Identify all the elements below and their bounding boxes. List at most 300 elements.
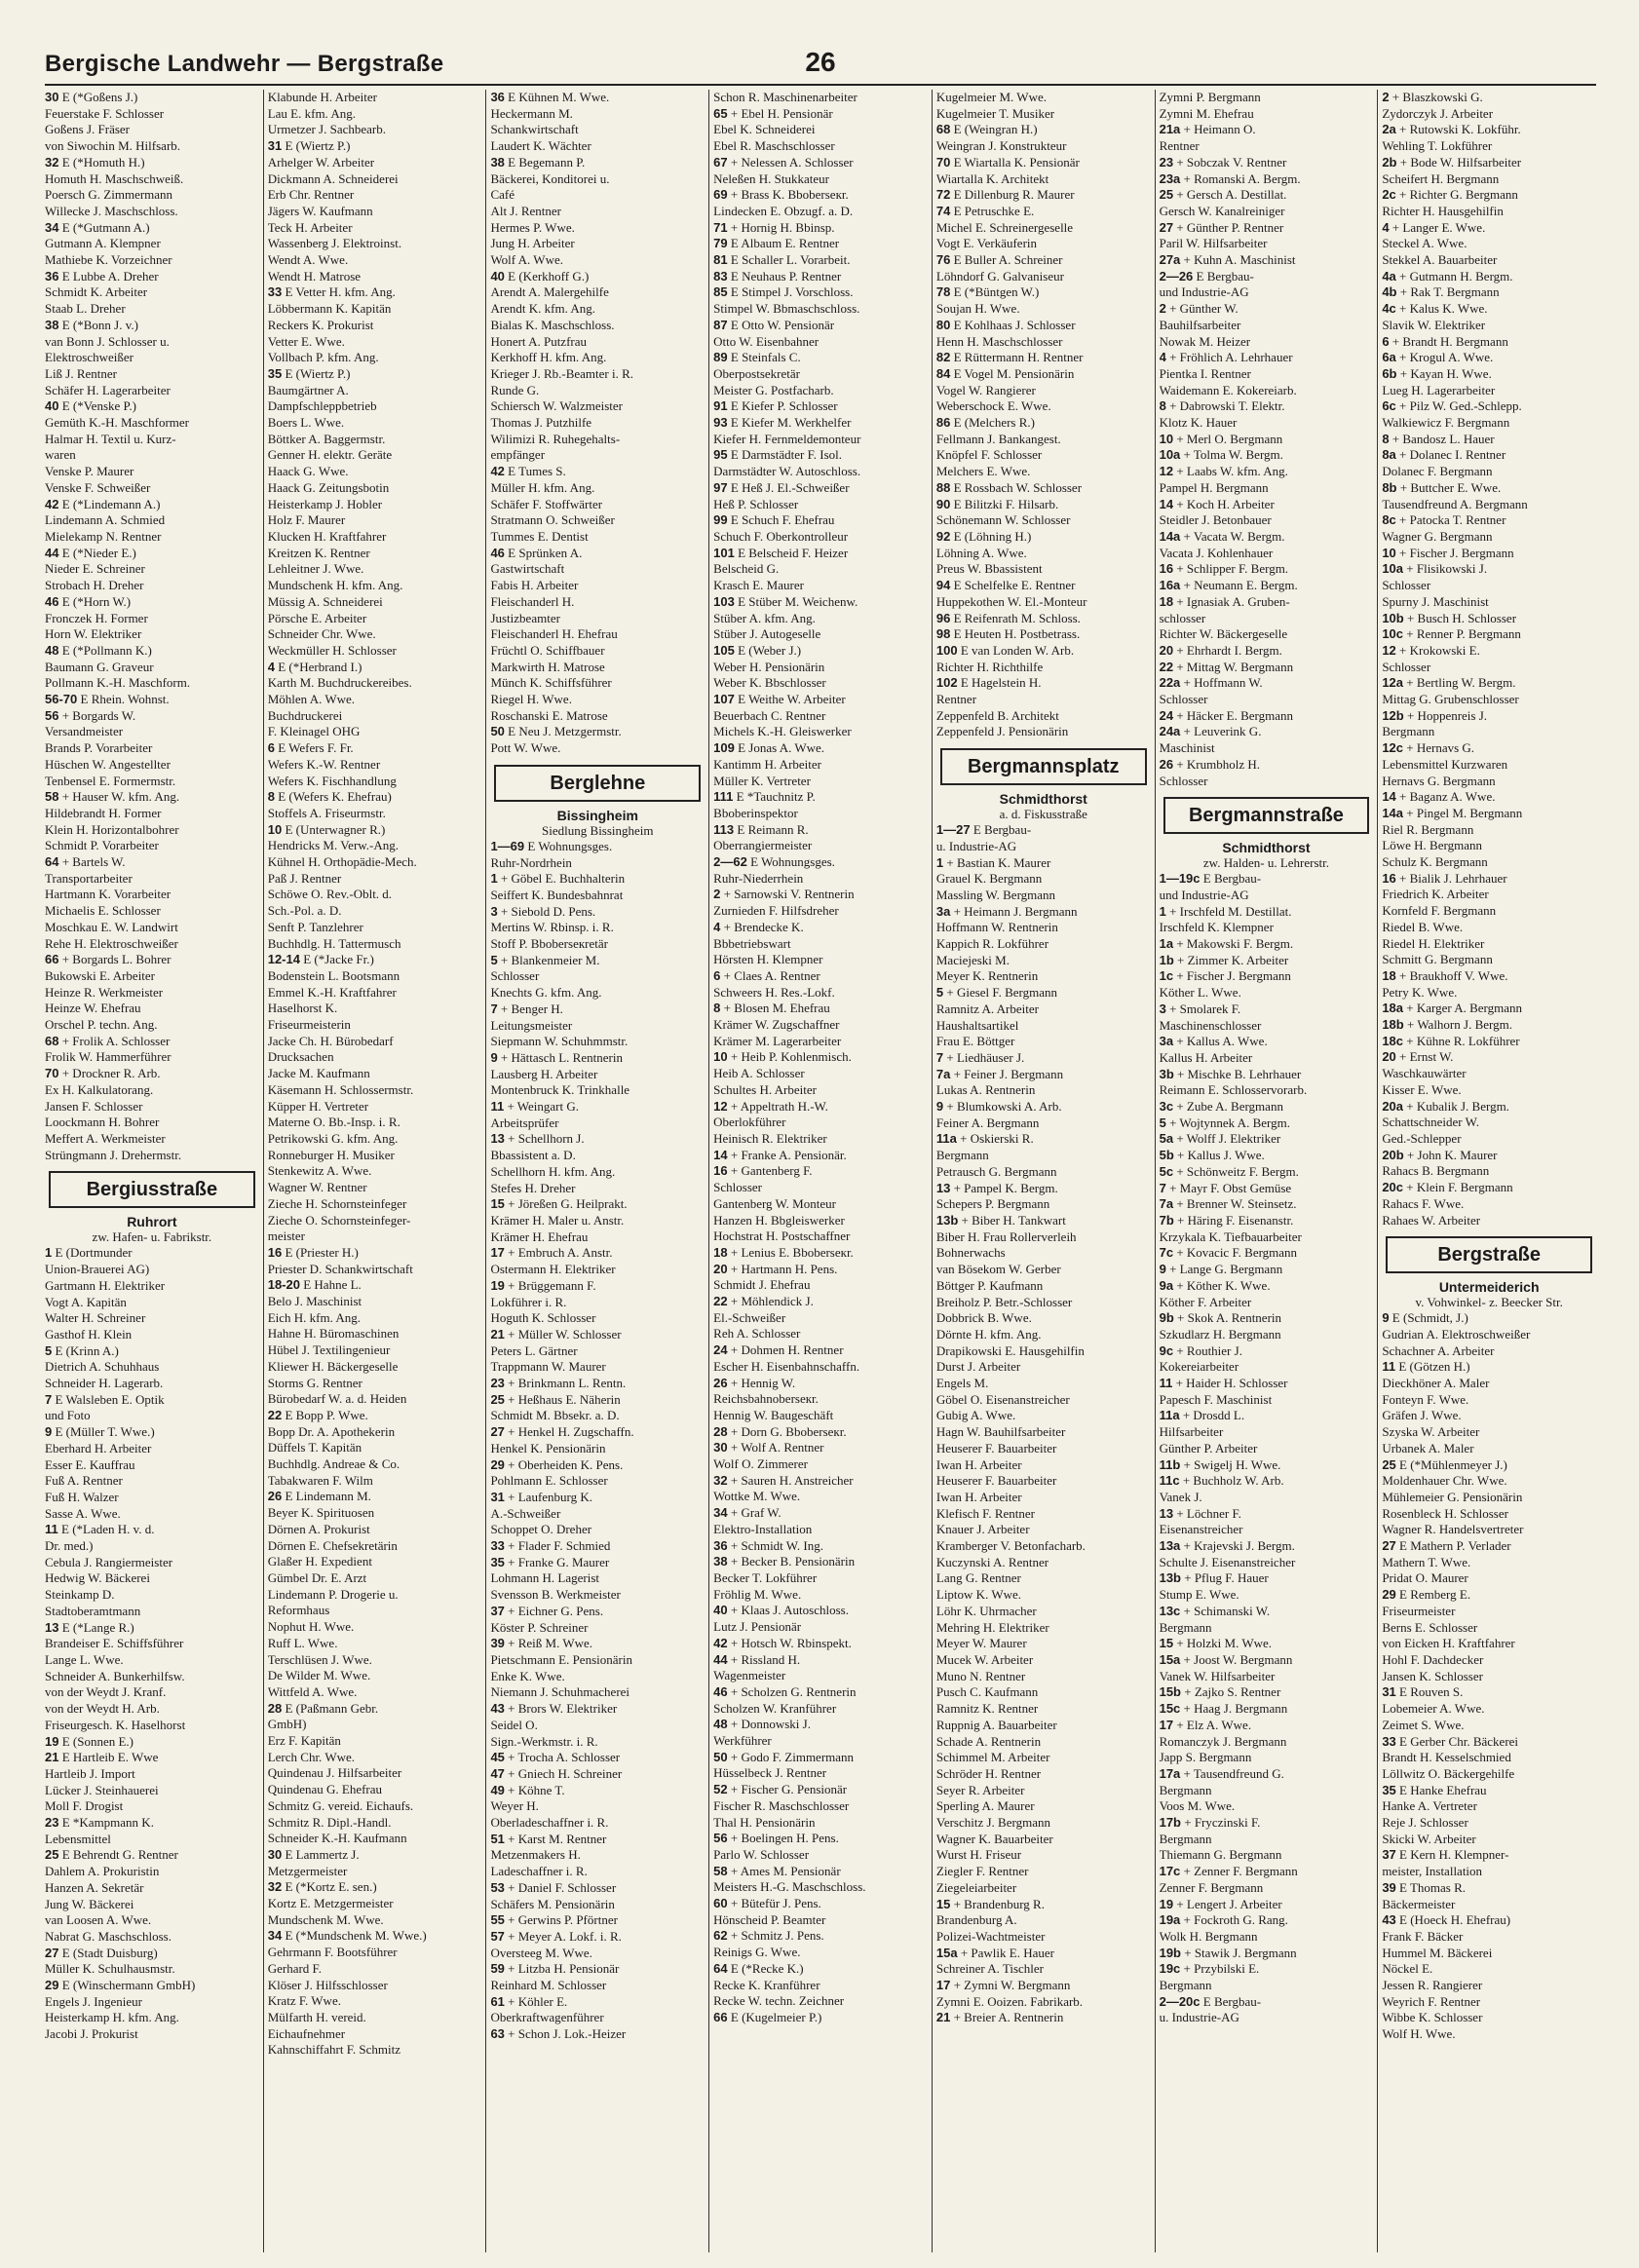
directory-entry: 7 + Liedhäuser J. <box>935 1049 1025 1065</box>
directory-entry: Wolf H. Wwe. <box>1382 2026 1456 2042</box>
directory-entry: Klabunde H. Arbeiter <box>267 90 377 104</box>
directory-entry: Waschkauwärter <box>1382 1066 1467 1081</box>
directory-entry: Schmitt G. Bergmann <box>1382 952 1493 967</box>
directory-entry: 1b + Zimmer K. Arbeiter <box>1159 952 1289 967</box>
directory-entry: 84 E Vogel M. Pensionärin <box>935 365 1075 381</box>
directory-entry: 9 E (Schmidt, J.) <box>1382 1310 1468 1326</box>
directory-entry: 31 E Rouven S. <box>1382 1684 1464 1700</box>
directory-entry: 15a + Pawlik E. Hauer <box>935 1945 1054 1960</box>
directory-entry: 1—19c E Bergbau- <box>1159 871 1262 887</box>
directory-entry: Szkudlarz H. Bergmann <box>1159 1326 1281 1342</box>
directory-entry: 21 E Hartleib E. Wwe <box>45 1750 159 1765</box>
directory-entry: A.-Schweißer <box>490 1505 561 1521</box>
directory-entry: 16 E (Priester H.) <box>267 1244 359 1260</box>
directory-entry: Engels M. <box>935 1376 989 1391</box>
directory-entry: Seyer R. Arbeiter <box>935 1782 1025 1797</box>
directory-entry: Hennig W. Baugeschäft <box>713 1407 834 1422</box>
directory-entry: Jung H. Arbeiter <box>490 236 575 251</box>
directory-entry: 48 + Donnowski J. <box>713 1717 811 1732</box>
street-heading: Bergmannstraße <box>1163 797 1370 834</box>
directory-entry: Schulz K. Bergmann <box>1382 854 1488 870</box>
directory-entry: 29 E (Winschermann GmbH) <box>45 1978 196 1993</box>
directory-entry: 72 E Dillenburg R. Maurer <box>935 187 1075 203</box>
directory-entry: El.-Schweißer <box>713 1309 786 1325</box>
directory-entry: Gerhard F. <box>267 1960 322 1976</box>
directory-entry: Riegel H. Wwe. <box>490 692 572 707</box>
directory-entry: Gräfen J. Wwe. <box>1382 1408 1462 1423</box>
directory-entry: Svensson B. Werkmeister <box>490 1587 621 1603</box>
directory-entry: Schmitz G. vereid. Eichaufs. <box>267 1797 414 1813</box>
directory-entry: Gubig A. Wwe. <box>935 1408 1016 1423</box>
directory-column <box>932 90 1155 2252</box>
directory-entry: Rehe H. Elektroschweißer <box>45 935 178 951</box>
directory-entry: 14 + Koch H. Arbeiter <box>1159 496 1275 511</box>
directory-entry: Bergmann <box>1159 1782 1212 1797</box>
directory-entry: 50 + Godo F. Zimmermann <box>713 1749 855 1764</box>
directory-entry: Mathiebe K. Vorzeichner <box>45 252 172 268</box>
directory-entry: 62 + Schmitz J. Pens. <box>713 1928 824 1944</box>
directory-entry: Scheifert H. Bergmann <box>1382 170 1500 186</box>
directory-entry: Kiefer H. Fernmeldemonteur <box>713 431 861 446</box>
directory-entry: Hanzen A. Sekretär <box>45 1879 144 1895</box>
directory-entry: Buchdruckerei <box>267 707 343 723</box>
directory-entry: Gemüth K.-H. Maschformer <box>45 415 190 431</box>
directory-entry: 86 E (Melchers R.) <box>935 415 1035 431</box>
directory-entry: 10a + Flisikowski J. <box>1382 561 1488 577</box>
directory-entry: Hoguth K. Schlosser <box>490 1310 596 1326</box>
directory-entry: 18b + Walhorn J. Bergm. <box>1382 1017 1512 1033</box>
directory-entry: Böttger P. Kaufmann <box>935 1277 1044 1293</box>
directory-entry: Vanek W. Hilfsarbeiter <box>1159 1668 1276 1683</box>
directory-entry: 1 + Bastian K. Maurer <box>935 854 1051 870</box>
district-name: Untermeiderich <box>1438 1279 1540 1296</box>
directory-entry: Transportarbeiter <box>45 870 133 886</box>
directory-entry: Löbbermann K. Kapitän <box>267 301 392 317</box>
directory-entry: Hildebrandt H. Former <box>45 805 162 820</box>
directory-entry: Lebensmittel Kurzwaren <box>1382 756 1508 772</box>
directory-entry: Weckmüller H. Schlosser <box>267 642 397 658</box>
directory-entry: 5 + Blankenmeier M. <box>490 952 600 967</box>
directory-entry: 27 E (Stadt Duisburg) <box>45 1945 158 1960</box>
directory-entry: 12 + Krokowski E. <box>1382 642 1480 658</box>
directory-entry: Knechts G. kfm. Ang. <box>490 985 602 1001</box>
directory-entry: Bergmann <box>1382 724 1435 739</box>
street-heading: Bergmannsplatz <box>940 748 1147 785</box>
directory-entry: Eisenanstreicher <box>1159 1522 1243 1537</box>
directory-entry: 15 + Brandenburg R. <box>935 1896 1045 1911</box>
directory-entry: 4c + Kalus K. Wwe. <box>1382 301 1488 317</box>
directory-entry: Schlosser <box>490 968 540 984</box>
directory-entry: Pott W. Wwe. <box>490 740 561 756</box>
directory-entry: 60 + Bütefür J. Pens. <box>713 1896 821 1911</box>
directory-entry: 5 + Giesel F. Bergmann <box>935 985 1058 1001</box>
directory-entry: Lange L. Wwe. <box>45 1651 124 1667</box>
directory-entry: Weingran J. Konstrukteur <box>935 138 1067 154</box>
directory-entry: Frolik W. Hammerführer <box>45 1049 172 1065</box>
directory-entry: Zeppenfeld B. Architekt <box>935 707 1059 723</box>
directory-entry: Fuß H. Walzer <box>45 1489 119 1504</box>
district-name: Schmidthorst <box>999 791 1087 808</box>
directory-column <box>708 90 932 2252</box>
directory-columns <box>45 90 1596 2252</box>
directory-entry: 50 E Neu J. Metzgermstr. <box>490 724 622 739</box>
directory-entry: 17 + Zymni W. Bergmann <box>935 1978 1071 1993</box>
directory-entry: Erb Chr. Rentner <box>267 187 355 203</box>
directory-entry: Irschfeld K. Klempner <box>1159 920 1274 935</box>
directory-entry: Nöckel E. <box>1382 1961 1433 1977</box>
directory-entry: Frau E. Böttger <box>935 1034 1015 1049</box>
directory-entry: Arendt K. kfm. Ang. <box>490 301 596 317</box>
directory-entry: van Loosen A. Wwe. <box>45 1912 152 1928</box>
directory-entry: 2a + Rutowski K. Lokführ. <box>1382 122 1521 137</box>
directory-entry: 32 E (*Kortz E. sen.) <box>267 1879 377 1895</box>
directory-entry: Lebensmittel <box>45 1831 111 1846</box>
directory-entry: Wilimizi R. Ruhegehalts- <box>490 431 621 446</box>
directory-entry: Löhning A. Wwe. <box>935 545 1027 560</box>
directory-entry: Hüsselbeck J. Rentner <box>713 1765 827 1781</box>
directory-entry: 27 + Henkel H. Zugschaffn. <box>490 1424 634 1440</box>
directory-entry: Richter H. Richthilfe <box>935 659 1044 674</box>
directory-entry: Wagner K. Bauarbeiter <box>935 1831 1053 1846</box>
directory-entry: 83 E Neuhaus P. Rentner <box>713 268 842 284</box>
directory-entry: Zurnieden F. Hilfsdreher <box>713 903 839 919</box>
directory-entry: Rahacs F. Wwe. <box>1382 1195 1465 1211</box>
directory-entry: Oberladeschaffner i. R. <box>490 1815 609 1831</box>
directory-entry: Heuserer F. Bauarbeiter <box>935 1473 1057 1489</box>
directory-entry: Gersch W. Kanalreiniger <box>1159 203 1285 218</box>
directory-entry: Schönemann W. Schlosser <box>935 512 1071 528</box>
directory-entry: 58 + Ames M. Pensionär <box>713 1863 841 1878</box>
directory-entry: Wurst H. Friseur <box>935 1847 1022 1863</box>
directory-entry: 13 E (*Lange R.) <box>45 1619 134 1635</box>
directory-entry: Bodenstein L. Bootsmann <box>267 967 400 983</box>
directory-entry: 7 E Walsleben E. Optik <box>45 1391 165 1407</box>
directory-entry: Moschkau E. W. Landwirt <box>45 919 178 934</box>
directory-entry: Friseurmeisterin <box>267 1017 351 1033</box>
directory-entry: Lau E. kfm. Ang. <box>267 105 356 121</box>
directory-entry: Mathern T. Wwe. <box>1382 1554 1471 1569</box>
directory-entry: 14 + Franke A. Pensionär. <box>713 1147 847 1162</box>
directory-entry: Schiersch W. Walzmeister <box>490 398 623 414</box>
directory-entry: Otto W. Eisenbahner <box>713 333 820 349</box>
directory-entry: 28 E (Paßmann Gebr. <box>267 1700 379 1716</box>
directory-entry: 12c + Hernavs G. <box>1382 740 1475 756</box>
directory-entry: Zeimet S. Wwe. <box>1382 1717 1465 1732</box>
directory-entry: 27 E Mathern P. Verlader <box>1382 1538 1511 1554</box>
directory-column <box>45 90 263 2252</box>
directory-entry: Vogt E. Verkäuferin <box>935 236 1038 251</box>
directory-entry: 70 + Drockner R. Arb. <box>45 1066 161 1081</box>
directory-entry: Beuerbach C. Rentner <box>713 707 826 723</box>
directory-entry: Walkiewicz F. Bergmann <box>1382 415 1510 431</box>
directory-entry: Laudert K. Wächter <box>490 138 591 154</box>
directory-entry: Stoff P. Bboberseкretär <box>490 936 608 952</box>
directory-entry: Dobbrick B. Wwe. <box>935 1310 1032 1326</box>
directory-entry: Schlosser <box>1382 659 1431 674</box>
directory-entry: 97 E Heß J. El.-Schweißer <box>713 479 850 495</box>
directory-entry: Müssig A. Schneiderei <box>267 593 383 609</box>
directory-entry: 9c + Routhier J. <box>1159 1342 1242 1358</box>
directory-entry: Maschinenschlosser <box>1159 1017 1262 1033</box>
directory-entry: 42 E (*Lindemann A.) <box>45 496 161 511</box>
directory-entry: Schneider A. Bunkerhilfsw. <box>45 1668 185 1683</box>
directory-entry: Stadtoberamtmann <box>45 1603 141 1618</box>
directory-entry: Dr. med.) <box>45 1538 94 1554</box>
directory-entry: 27a + Kuhn A. Maschinist <box>1159 252 1296 268</box>
directory-entry: Vetter E. Wwe. <box>267 333 345 349</box>
directory-entry: 64 E (*Recke K.) <box>713 1960 804 1976</box>
directory-entry: 2—62 E Wohnungsges. <box>713 854 835 870</box>
directory-entry: 10a + Tolma W. Bergm. <box>1159 447 1283 463</box>
directory-entry: Henkel K. Pensionärin <box>490 1440 606 1455</box>
directory-entry: Schmidt P. Vorarbeiter <box>45 838 159 853</box>
directory-entry: 15b + Zajko S. Rentner <box>1159 1684 1281 1700</box>
directory-entry: Weyrich F. Rentner <box>1382 1993 1481 2009</box>
directory-column <box>485 90 708 2252</box>
directory-entry: 38 E Begemann P. <box>490 154 586 170</box>
directory-entry: 93 E Kiefer M. Werkhelfer <box>713 415 852 431</box>
directory-column <box>1377 90 1596 2252</box>
directory-entry: Wibbe K. Schlosser <box>1382 2010 1483 2025</box>
directory-entry: 13 + Schellhorn J. <box>490 1131 585 1147</box>
directory-entry: Halmar H. Textil u. Kurz- <box>45 431 176 446</box>
directory-entry: 7a + Feiner J. Bergmann <box>935 1066 1064 1081</box>
directory-entry: 15 + Holzki M. Wwe. <box>1159 1636 1273 1651</box>
directory-entry: Union-Brauerei AG) <box>45 1262 150 1277</box>
directory-entry: Ruhr-Niederrhein <box>713 870 804 886</box>
directory-entry: Jacobi J. Prokurist <box>45 2026 138 2042</box>
directory-entry: Lueg H. Lagerarbeiter <box>1382 382 1496 397</box>
directory-entry: 82 E Rüttermann H. Rentner <box>935 350 1084 365</box>
directory-entry: Bboberinspektor <box>713 805 798 820</box>
directory-entry: Reformhaus <box>267 1603 330 1618</box>
directory-entry: 44 + Rissland H. <box>713 1651 801 1667</box>
directory-entry: 37 + Eichner G. Pens. <box>490 1603 604 1618</box>
directory-entry: Zieche O. Schornsteinfeger- <box>267 1212 411 1228</box>
directory-entry: 18 + Braukhoff V. Wwe. <box>1382 967 1508 983</box>
directory-entry: Hernavs G. Bergmann <box>1382 773 1496 788</box>
directory-entry: Hoffmann W. Rentnerin <box>935 920 1058 935</box>
directory-entry: Strobach H. Dreher <box>45 578 144 593</box>
directory-entry: Gutmann A. Klempner <box>45 236 161 251</box>
directory-entry: Zymni M. Ehefrau <box>1159 105 1254 121</box>
directory-entry: Brandt H. Kesselschmied <box>1382 1750 1511 1765</box>
directory-entry: 95 E Darmstädter F. Isol. <box>713 447 843 463</box>
directory-entry: Wolk H. Bergmann <box>1159 1928 1258 1944</box>
directory-entry: Fröhlig M. Wwe. <box>713 1586 802 1602</box>
directory-entry: Reh A. Schlosser <box>713 1326 801 1342</box>
directory-entry: Wendt A. Wwe. <box>267 252 349 268</box>
directory-entry: 36 + Schmidt W. Ing. <box>713 1537 823 1553</box>
directory-entry: Ruff L. Wwe. <box>267 1635 338 1650</box>
directory-column <box>263 90 486 2252</box>
directory-entry: Paril W. Hilfsarbeiter <box>1159 236 1268 251</box>
directory-entry: 18 + Ignasiak A. Gruben- <box>1159 593 1290 609</box>
directory-entry: 32 + Sauren H. Anstreicher <box>713 1472 854 1488</box>
directory-entry: Schweers H. Res.-Lokf. <box>713 984 835 1000</box>
directory-entry: Bergmann <box>1159 1619 1212 1635</box>
directory-entry: 92 E (Löhning H.) <box>935 528 1032 544</box>
directory-entry: 22a + Hoffmann W. <box>1159 675 1263 691</box>
directory-entry: 1a + Makowski F. Bergm. <box>1159 936 1294 952</box>
directory-entry: 4b + Rak T. Bergmann <box>1382 284 1500 300</box>
directory-entry: Rahaes W. Arbeiter <box>1382 1212 1481 1228</box>
directory-entry: 17b + Fryczinski F. <box>1159 1815 1261 1831</box>
directory-entry: 33 + Flader F. Schmied <box>490 1538 611 1554</box>
directory-entry: 14 + Baganz A. Wwe. <box>1382 789 1496 805</box>
directory-entry: Brandeiser E. Schiffsführer <box>45 1636 184 1651</box>
directory-entry: 47 + Gniech H. Schreiner <box>490 1765 623 1781</box>
directory-entry: De Wilder M. Wwe. <box>267 1668 371 1683</box>
directory-entry: 15a + Joost W. Bergmann <box>1159 1651 1293 1667</box>
directory-entry: Willecke J. Maschschloss. <box>45 203 178 218</box>
directory-entry: 56 + Borgards W. <box>45 707 136 723</box>
directory-entry: 37 E Kern H. Klempner- <box>1382 1847 1509 1863</box>
directory-entry: 8c + Patocka T. Rentner <box>1382 512 1506 528</box>
directory-entry: Hedwig W. Bäckerei <box>45 1570 150 1586</box>
directory-entry: Breiholz P. Betr.-Schlosser <box>935 1294 1073 1309</box>
directory-entry: Hüschen W. Angestellter <box>45 756 171 772</box>
directory-entry: 88 E Rossbach W. Schlosser <box>935 479 1083 495</box>
directory-entry: Zymni P. Bergmann <box>1159 90 1261 104</box>
directory-entry: Krieger J. Rb.-Beamter i. R. <box>490 365 634 381</box>
directory-entry: 19b + Stawik J. Bergmann <box>1159 1945 1297 1960</box>
directory-entry: Düffels T. Kapitän <box>267 1440 362 1455</box>
directory-entry: Fellmann J. Bankangest. <box>935 431 1061 446</box>
directory-entry: 2 + Sarnowski V. Rentnerin <box>713 887 855 902</box>
directory-entry: Stoffels A. Friseurmstr. <box>267 805 386 820</box>
directory-entry: Papesch F. Maschinist <box>1159 1391 1273 1407</box>
directory-entry: Alt J. Rentner <box>490 203 562 218</box>
directory-entry: Metzenmakers H. <box>490 1847 581 1863</box>
directory-entry: Schankwirtschaft <box>490 122 579 137</box>
directory-entry: Stenkewitz A. Wwe. <box>267 1163 372 1179</box>
directory-entry: Buchhdlg. Andreae & Co. <box>267 1456 400 1472</box>
directory-entry: Jansen K. Schlosser <box>1382 1668 1483 1683</box>
directory-entry: 3 + Siebold D. Pens. <box>490 903 596 919</box>
directory-entry: Richter W. Bäckergeselle <box>1159 626 1288 642</box>
directory-entry: Venske F. Schweißer <box>45 479 151 495</box>
directory-entry: meister, Installation <box>1382 1864 1483 1879</box>
directory-entry: 91 E Kiefer P. Schlosser <box>713 398 838 414</box>
directory-entry: Müller H. kfm. Ang. <box>490 479 595 495</box>
directory-entry: 4 + Brendecke K. <box>713 919 804 934</box>
directory-entry: Liptow K. Wwe. <box>935 1587 1022 1603</box>
directory-entry: 22 + Mittag W. Bergmann <box>1159 659 1294 674</box>
directory-entry: 20b + John K. Maurer <box>1382 1147 1498 1162</box>
directory-entry: 51 + Karst M. Rentner <box>490 1831 607 1846</box>
directory-entry: Gastwirtschaft <box>490 561 565 577</box>
directory-entry: Schäfers M. Pensionärin <box>490 1896 615 1911</box>
directory-entry: Mehring H. Elektriker <box>935 1619 1049 1635</box>
directory-entry: Hanzen H. Bbgleiswerker <box>713 1212 845 1228</box>
directory-entry: 1—69 E Wohnungsges. <box>490 838 613 853</box>
directory-entry: Köster P. Schreiner <box>490 1619 589 1635</box>
directory-entry: Homuth H. Maschschweiß. <box>45 170 184 186</box>
directory-entry: Ziegeleiarbeiter <box>935 1879 1017 1895</box>
directory-entry: 36 E Kühnen M. Wwe. <box>490 90 610 104</box>
directory-entry: 11 + Haider H. Schlosser <box>1159 1376 1288 1391</box>
directory-entry: Melchers E. Wwe. <box>935 464 1031 479</box>
directory-entry: Krämer H. Maler u. Anstr. <box>490 1213 625 1228</box>
directory-entry: 66 E (Kugelmeier P.) <box>713 2009 822 2024</box>
directory-entry: Justizbeamter <box>490 610 560 625</box>
directory-entry: Romanczyk J. Bergmann <box>1159 1733 1287 1749</box>
directory-entry: Eberhard H. Arbeiter <box>45 1440 152 1455</box>
directory-entry: 17c + Zenner F. Bergmann <box>1159 1864 1298 1879</box>
directory-entry: 45 + Trocha A. Schlosser <box>490 1750 621 1765</box>
directory-entry: 20 + Ehrhardt I. Bergm. <box>1159 642 1282 658</box>
directory-entry: Schellhorn H. kfm. Ang. <box>490 1163 616 1179</box>
directory-entry: Vanek J. <box>1159 1489 1202 1504</box>
directory-entry: Vogt A. Kapitän <box>45 1294 127 1309</box>
directory-entry: 31 + Laufenburg K. <box>490 1489 593 1504</box>
directory-entry: 14a + Pingel M. Bergmann <box>1382 805 1523 820</box>
directory-entry: Hörsten H. Klempner <box>713 952 823 967</box>
directory-entry: Loockmann H. Bohrer <box>45 1115 160 1130</box>
directory-entry: Huppekothen W. El.-Monteur <box>935 593 1087 609</box>
directory-entry: 33 E Vetter H. kfm. Ang. <box>267 284 396 300</box>
directory-entry: 6 + Claes A. Rentner <box>713 967 820 983</box>
district-name: Schmidthorst <box>1222 840 1311 856</box>
directory-entry: Gümbel Dr. E. Arzt <box>267 1569 367 1585</box>
street-heading: Bergiusstraße <box>49 1171 255 1208</box>
directory-entry: von Eicken H. Kraftfahrer <box>1382 1636 1515 1651</box>
directory-entry: 19 + Brüggemann F. <box>490 1277 596 1293</box>
directory-entry: Stekkel A. Bauarbeiter <box>1382 252 1498 268</box>
directory-entry: Knöpfel F. Schlosser <box>935 447 1043 463</box>
directory-entry: 16 + Gantenberg F. <box>713 1163 813 1179</box>
directory-entry: Karth M. Buchdruckereibes. <box>267 675 412 691</box>
directory-entry: Stump E. Wwe. <box>1159 1587 1239 1603</box>
directory-entry: Poersch G. Zimmermann <box>45 187 173 203</box>
directory-entry: Boers L. Wwe. <box>267 415 345 431</box>
directory-entry: Riedel H. Elektriker <box>1382 935 1485 951</box>
directory-entry: Gudrian A. Elektroschweißer <box>1382 1326 1531 1342</box>
directory-entry: Bopp Dr. A. Apothekerin <box>267 1423 396 1439</box>
directory-entry: Horn W. Elektriker <box>45 626 142 642</box>
directory-entry: Lindecken E. Obzugf. a. D. <box>713 203 854 218</box>
directory-entry: Ruppnig A. Bauarbeiter <box>935 1717 1057 1732</box>
directory-entry: Priester D. Schankwirtschaft <box>267 1261 413 1276</box>
directory-entry: 21 + Breier A. Rentnerin <box>935 2010 1064 2025</box>
directory-entry: 32 E (*Homuth H.) <box>45 154 145 170</box>
directory-entry: 3a + Heimann J. Bergmann <box>935 903 1078 919</box>
directory-entry: Schneider K.-H. Kaufmann <box>267 1831 407 1846</box>
directory-entry: 3c + Zube A. Bergmann <box>1159 1099 1283 1115</box>
directory-entry: Lindemann P. Drogerie u. <box>267 1586 399 1602</box>
directory-entry: Dörnte H. kfm. Ang. <box>935 1326 1042 1342</box>
directory-entry: 18 + Lenius E. Bboberseкr. <box>713 1244 854 1260</box>
directory-entry: Bäckerei, Konditorei u. <box>490 170 610 186</box>
directory-entry: 19c + Przybilski E. <box>1159 1961 1260 1977</box>
directory-entry: 7c + Kovacic F. Bergmann <box>1159 1245 1298 1261</box>
directory-entry: Hendricks M. Verw.-Ang. <box>267 838 400 853</box>
directory-entry: Sperling A. Maurer <box>935 1798 1035 1814</box>
directory-entry: 17 + Elz A. Wwe. <box>1159 1717 1252 1732</box>
directory-entry: Kerkhoff H. kfm. Ang. <box>490 350 607 365</box>
directory-entry: Szyska W. Arbeiter <box>1382 1424 1480 1440</box>
directory-entry: 34 E (*Mundschenk M. Wwe.) <box>267 1928 427 1944</box>
directory-entry: 102 E Hagelstein H. <box>935 675 1042 691</box>
directory-entry: Friedrich K. Arbeiter <box>1382 887 1489 902</box>
directory-entry: 40 + Klaas J. Autoschloss. <box>713 1603 849 1618</box>
directory-entry: Tabakwaren F. Wilm <box>267 1472 373 1488</box>
directory-entry: Zieche H. Schornsteinfeger <box>267 1195 407 1211</box>
directory-entry: Mundschenk M. Wwe. <box>267 1911 384 1927</box>
directory-entry: 12 + Laabs W. kfm. Ang. <box>1159 464 1288 479</box>
directory-entry: 43 E (Hoeck H. Ehefrau) <box>1382 1912 1511 1928</box>
